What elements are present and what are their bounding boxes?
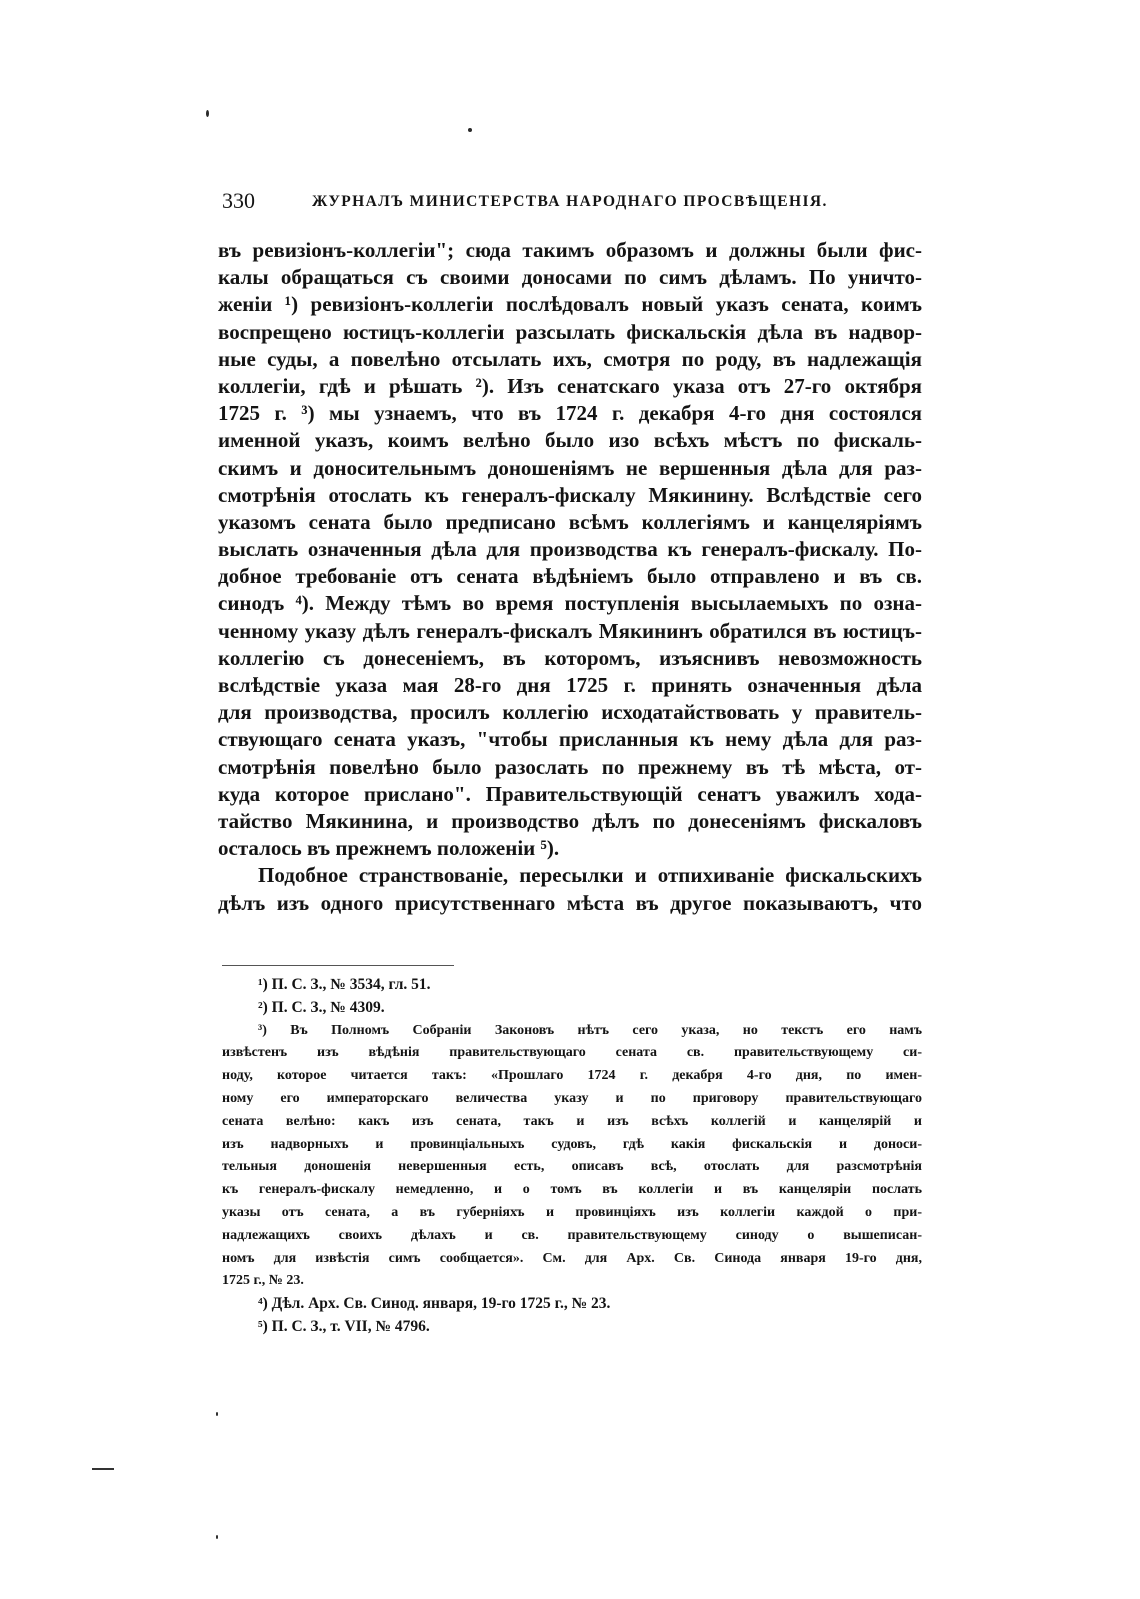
text-line: указомъ сената было предписано всѣмъ коллегіямъ и канцеляріямъ (218, 509, 922, 534)
footnote-1: ¹) П. С. З., № 3534, гл. 51. (258, 976, 431, 993)
text-line: куда которое прислано". Правительствующій сенатъ уважилъ хода- (218, 781, 922, 806)
page-number: 330 (222, 188, 255, 213)
footnote-3-line: надлежащихъ своихъ дѣлахъ и св. правительствующему синоду о вышеписан- (222, 1227, 922, 1243)
text-line: смотрѣнія отослать къ генералъ-фискалу Мякинину. Вслѣдствіе сего (218, 482, 922, 507)
footnote-4: ⁴) Дѣл. Арх. Св. Синод. января, 19-го 1725 г., № 23. (258, 1295, 611, 1313)
text-line: 1725 г. ³) мы узнаемъ, что въ 1724 г. декабря 4-го дня состоялся (218, 401, 922, 426)
footnote-3-line: изъ надворныхъ и провинціальныхъ судовъ, гдѣ какія фискальскія и доноси- (222, 1136, 922, 1152)
paragraph-first-line: Подобное странствованіе, пересылки и отпихиваніе фискальскихъ (258, 863, 922, 888)
text-line: въ ревизіонъ-коллегіи"; сюда такимъ образомъ и должны были фис- (218, 238, 922, 262)
footnote-separator (222, 965, 454, 966)
footnote-3-line: извѣстенъ изъ вѣдѣнія правительствующаго сената св. правительствующему си- (222, 1045, 922, 1061)
text-line: ные суды, а повелѣно отсылать ихъ, смотря по роду, въ надлежащія (218, 346, 922, 371)
text-line: скимъ и доносительнымъ доношеніямъ не вершенныя дѣла для раз- (218, 455, 922, 480)
footnotes (222, 974, 922, 1339)
text-line: для производства, просилъ коллегію исходатайствовать у правитель- (218, 700, 922, 725)
text-line: тайство Мякинина, и производство дѣлъ по донесеніямъ фискаловъ (218, 808, 922, 833)
scan-speck (216, 1535, 218, 1539)
text-line: выслать означенныя дѣла для производства къ генералъ-фискалу. По- (218, 537, 922, 562)
scan-speck (216, 1412, 218, 1416)
running-head (222, 188, 942, 216)
footnote-3-line: ному его императорскаго величества указу и по приговору правительствующаго (222, 1090, 922, 1106)
footnote-3-line: указы отъ сената, а въ губерніяхъ и провинціяхъ изъ коллегіи каждой о при- (222, 1204, 922, 1220)
footnote-5: ⁵) П. С. З., т. VII, № 4796. (258, 1317, 430, 1335)
footnote-2: ²) П. С. З., № 4309. (258, 998, 385, 1016)
paragraph-end-line: осталось въ прежнемъ положеніи ⁵). (218, 836, 560, 861)
body-text (218, 237, 922, 917)
text-line: ствующаго сената указъ, "чтобы присланныя къ нему дѣла для раз- (218, 727, 922, 752)
footnote-3-line: къ генералъ-фискалу немедленно, и о томъ въ коллегіи и въ канцеляріи послать (222, 1182, 922, 1198)
text-line: добное требованіе отъ сената вѣдѣніемъ было отправлено и въ св. (218, 564, 922, 589)
scan-mark (92, 1468, 114, 1470)
footnote-3-line: ноду, которое читается такъ: «Прошлаго 1724 г. декабря 4-го дня, по имен- (222, 1068, 922, 1084)
text-line: коллегію съ донесеніемъ, въ которомъ, изъяснивъ невозможность (218, 645, 922, 670)
footnote-3-line: сената велѣно: какъ изъ сената, такъ и изъ всѣхъ коллегій и канцелярій и (222, 1113, 922, 1129)
text-line: калы обращаться съ своими доносами по симъ дѣламъ. По уничто- (218, 265, 922, 290)
text-line: коллегіи, гдѣ и рѣшать ²). Изъ сенатскаго указа отъ 27-го октября (218, 373, 922, 398)
text-line: синодъ ⁴). Между тѣмъ во время поступленія высылаемыхъ по озна- (218, 591, 922, 616)
text-line: именной указъ, коимъ велѣно было изо всѣхъ мѣстъ по фискаль- (218, 428, 922, 453)
text-line: женіи ¹) ревизіонъ-коллегіи послѣдовалъ новый указъ сената, коимъ (218, 292, 922, 317)
text-line: воспрещено юстицъ-коллегіи разсылать фискальскія дѣла въ надвор- (218, 319, 922, 344)
footnote-3-line: тельныя доношенія невершенныя есть, описавъ всѣ, отослать для разсмотрѣнія (222, 1159, 922, 1175)
scan-speck (468, 128, 472, 132)
journal-title: ЖУРНАЛЪ МИНИСТЕРСТВА НАРОДНАГО ПРОСВѢЩЕНІЯ. (312, 193, 828, 210)
footnote-3: ³) Въ Полномъ Собраніи Законовъ нѣтъ сего указа, но текстъ его намъ (258, 1022, 922, 1038)
text-line: ченному указу дѣлъ генералъ-фискалъ Мякининъ обратился въ юстицъ- (218, 618, 922, 643)
footnote-3-line: номъ для извѣстія симъ сообщается». См. для Арх. Св. Синода января 19-го дня, (222, 1250, 922, 1266)
text-line: смотрѣнія повелѣно было разослать по прежнему въ тѣ мѣста, от- (218, 754, 922, 779)
text-line: вслѣдствіе указа мая 28-го дня 1725 г. принять означенныя дѣла (218, 673, 922, 697)
footnote-3-line: 1725 г., № 23. (222, 1273, 304, 1289)
scan-speck (206, 110, 209, 117)
text-line: дѣлъ изъ одного присутственнаго мѣста въ другое показываютъ, что (218, 890, 922, 915)
